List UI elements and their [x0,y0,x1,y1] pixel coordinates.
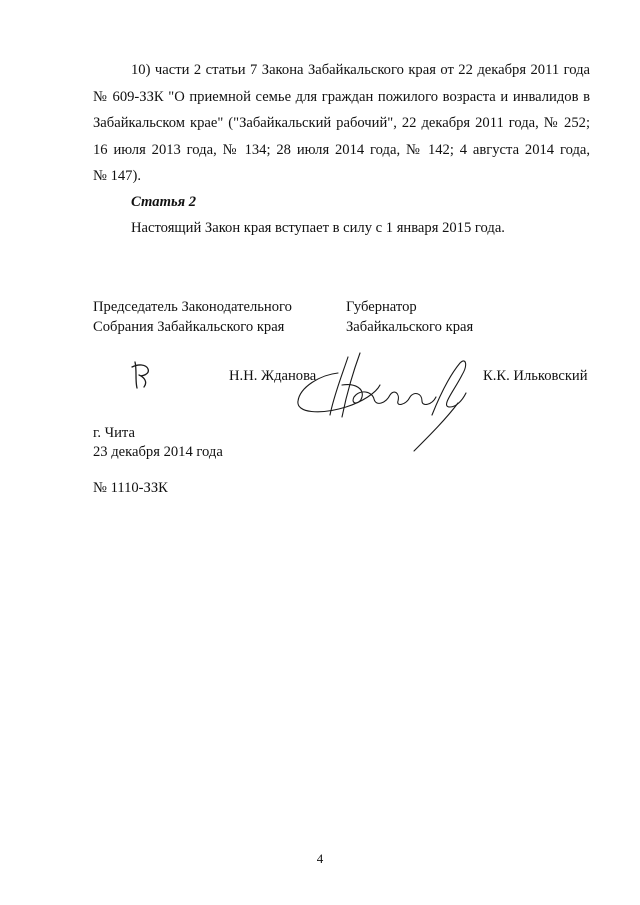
signatory-right-name: К.К. Ильковский [483,368,588,384]
article-2-text: Настоящий Закон края вступает в силу с 1 января 2015 года. [131,220,505,236]
paragraph-line: № 609-ЗЗК "О приемной семье для граждан пожилого возраста и инвалидов в [93,88,590,105]
signatory-left-name: Н.Н. Жданова [229,368,317,384]
paragraph-line: Забайкальском крае" ("Забайкальский рабочий", 22 декабря 2011 года, № 252; [93,115,590,131]
law-number: № 1110-ЗЗК [93,480,168,496]
signatory-left-title-line: Председатель Законодательного [93,299,292,315]
date: 23 декабря 2014 года [93,444,223,460]
signatory-right-title-line: Забайкальского края [346,319,474,335]
signatory-left-title-line: Собрания Забайкальского края [93,319,285,335]
paragraph-line: 10) части 2 статьи 7 Закона Забайкальского края от 22 декабря 2011 года [131,62,590,78]
signature-left-initials [128,358,158,394]
paragraph-line: 16 июля 2013 года, № 134; 28 июля 2014 года, № 142; 4 августа 2014 года, [93,141,590,158]
signatory-right-title [346,297,473,337]
signatory-right-title-line: Губернатор [346,299,417,315]
place: г. Чита [93,425,135,441]
place-and-date [93,424,223,462]
page-number: 4 [316,851,324,866]
signatory-left-title [93,297,292,337]
paragraph-line: № 147). [93,168,141,184]
article-2-heading: Статья 2 [131,194,197,210]
paragraph-10 [93,57,590,190]
signature-right [290,345,490,460]
